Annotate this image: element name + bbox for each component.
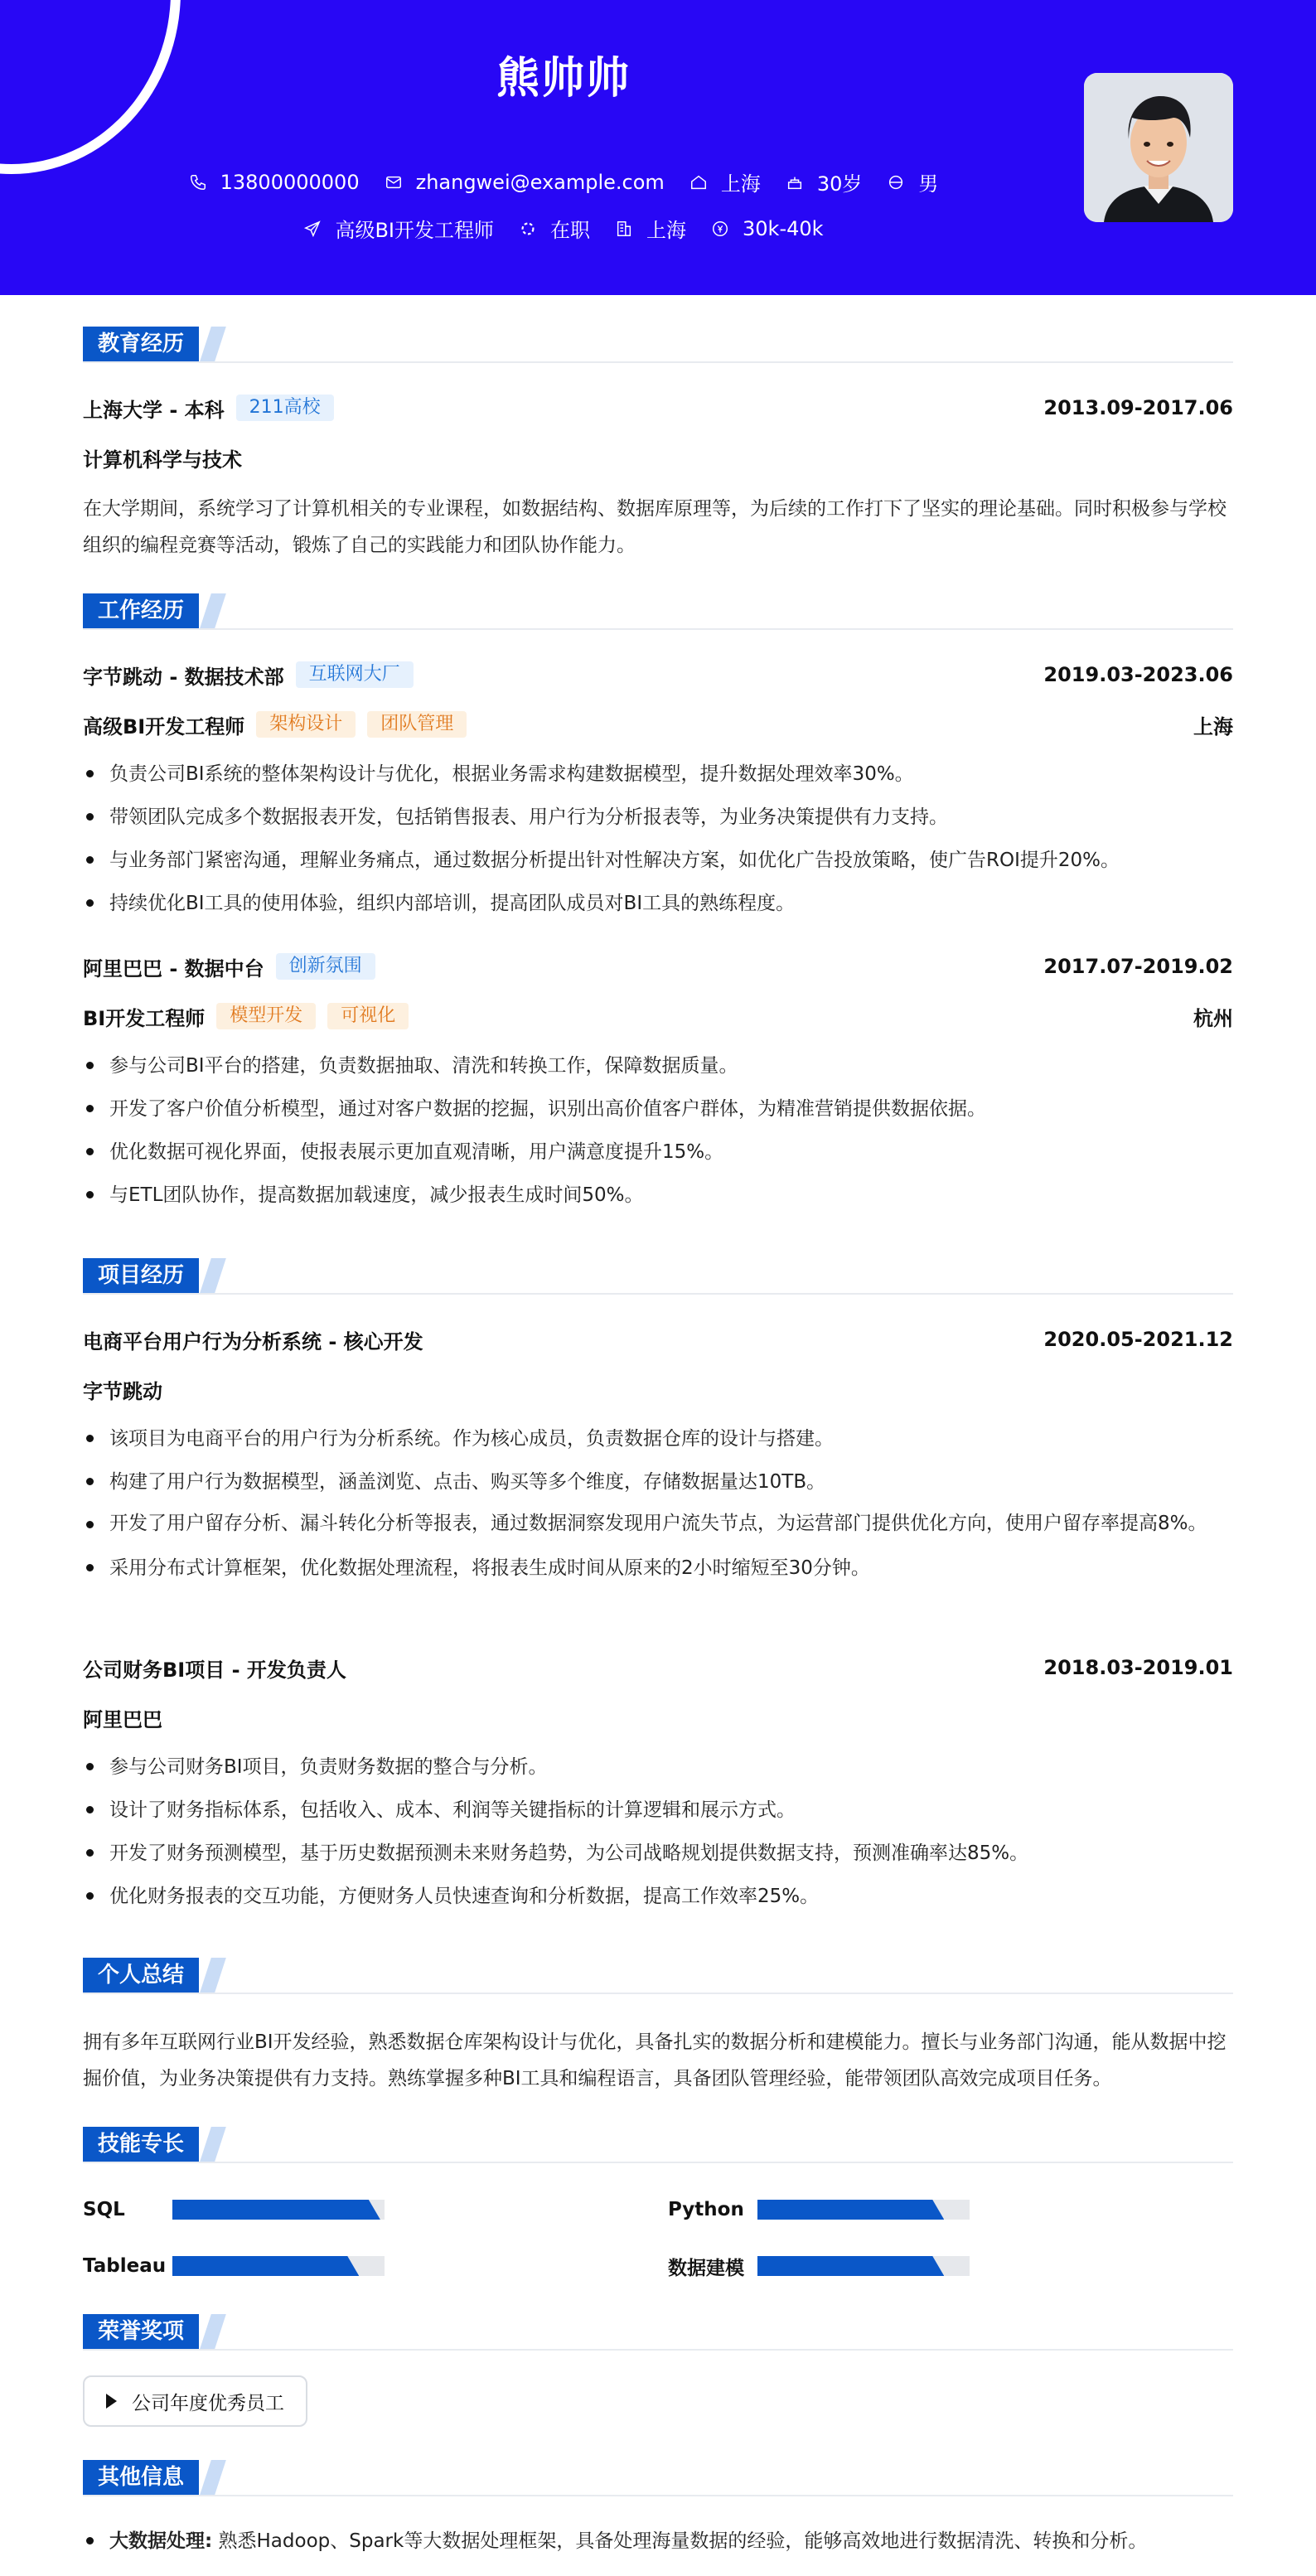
list-item: 与ETL团队协作，提高数据加载速度，减少报表生成时间50%。 bbox=[83, 1175, 1233, 1215]
section-divider bbox=[83, 2162, 1233, 2163]
section-divider bbox=[83, 1293, 1233, 1295]
project-name: 电商平台用户行为分析系统 - 核心开发 bbox=[83, 1329, 423, 1353]
phone-text: 13800000000 bbox=[220, 170, 360, 194]
other-section-header bbox=[83, 2460, 1233, 2496]
job-period: 2017.07-2019.02 bbox=[1043, 955, 1233, 978]
list-item: 构建了用户行为数据模型，涵盖浏览、点击、购买等多个维度，存储数据量达10TB。 bbox=[83, 1462, 1233, 1502]
status-text: 在职 bbox=[550, 219, 590, 242]
location-text: 上海 bbox=[720, 172, 761, 196]
summary-section-header bbox=[83, 1958, 1233, 1994]
skill-name: SQL bbox=[83, 2199, 125, 2220]
list-item: 与业务部门紧密沟通，理解业务痛点，通过数据分析提出针对性解决方案，如优化广告投放策略，使广告ROI提升20%。 bbox=[83, 840, 1233, 880]
job-header-row bbox=[83, 660, 1233, 690]
project-name: 公司财务BI项目 - 开发负责人 bbox=[83, 1658, 346, 1682]
age-icon bbox=[786, 173, 804, 191]
section-title: 荣誉奖项 bbox=[83, 2314, 199, 2349]
job-position-row bbox=[83, 709, 1233, 739]
gender-icon bbox=[887, 173, 905, 191]
list-item: 参与公司财务BI项目，负责财务数据的整合与分析。 bbox=[83, 1747, 1233, 1787]
project-bullet-list bbox=[83, 1419, 1233, 1591]
status-item bbox=[519, 214, 590, 243]
tab-tail-decoration bbox=[200, 1258, 226, 1293]
other-info-text: 熟悉Hadoop、Spark等大数据处理框架，具备处理海量数据的经验，能够高效地进行数据清洗、转换和分析。 bbox=[218, 2530, 1148, 2552]
list-item: 优化数据可视化界面，使报表展示更加直观清晰，用户满意度提升15%。 bbox=[83, 1132, 1233, 1172]
tab-tail-decoration bbox=[200, 2127, 226, 2162]
project-org: 阿里巴巴 bbox=[83, 1707, 162, 1731]
home-icon bbox=[689, 173, 708, 191]
education-section-header bbox=[83, 327, 1233, 363]
play-icon bbox=[106, 2394, 117, 2409]
section-divider bbox=[83, 628, 1233, 630]
job-city: 上海 bbox=[1193, 714, 1233, 738]
list-item: 优化财务报表的交互功能，方便财务人员快速查询和分析数据，提高工作效率25%。 bbox=[83, 1876, 1233, 1916]
skill-level-fill bbox=[757, 2256, 944, 2276]
list-item: 开发了客户价值分析模型，通过对客户数据的挖掘，识别出高价值客户群体，为精准营销提供数据依据。 bbox=[83, 1089, 1233, 1129]
section-title: 技能专长 bbox=[83, 2127, 199, 2162]
skill-tag: 可视化 bbox=[327, 1003, 409, 1029]
phone-item bbox=[189, 171, 360, 194]
project-period: 2020.05-2021.12 bbox=[1043, 1328, 1233, 1351]
target-position-item bbox=[303, 214, 494, 243]
job-bullet-list bbox=[83, 754, 1233, 927]
target-position-text: 高级BI开发工程师 bbox=[335, 219, 494, 242]
skill-level-bar bbox=[172, 2200, 385, 2220]
salary-text: 30k-40k bbox=[743, 216, 824, 240]
list-item: 采用分布式计算框架，优化数据处理流程，将报表生成时间从原来的2小时缩短至30分钟。 bbox=[83, 1548, 1233, 1588]
skill-level-bar bbox=[757, 2200, 970, 2220]
avatar bbox=[1084, 73, 1233, 222]
building-icon bbox=[615, 220, 633, 238]
location-item bbox=[689, 167, 761, 196]
skill-level-bar bbox=[757, 2256, 970, 2276]
school-tag: 211高校 bbox=[236, 395, 334, 421]
skill-level-fill bbox=[172, 2256, 359, 2276]
education-row bbox=[83, 393, 1233, 423]
skill-level-bar bbox=[172, 2256, 385, 2276]
skill-tag: 架构设计 bbox=[256, 711, 356, 738]
gender-text: 男 bbox=[918, 172, 939, 196]
section-title: 其他信息 bbox=[83, 2460, 199, 2495]
section-title: 教育经历 bbox=[83, 327, 199, 361]
honors-section-header bbox=[83, 2314, 1233, 2351]
project-header-row bbox=[83, 1653, 1233, 1683]
section-title: 工作经历 bbox=[83, 593, 199, 628]
projects-section-header bbox=[83, 1258, 1233, 1295]
work-section-header bbox=[83, 593, 1233, 630]
company-tag: 创新氛围 bbox=[276, 953, 375, 980]
email-text: zhangwei@example.com bbox=[415, 170, 665, 194]
company-name: 字节跳动 - 数据技术部 bbox=[83, 665, 284, 689]
list-item: 负责公司BI系统的整体架构设计与优化，根据业务需求构建数据模型，提升数据处理效率30%。 bbox=[83, 754, 1233, 794]
job-period: 2019.03-2023.06 bbox=[1043, 663, 1233, 686]
major-name: 计算机科学与技术 bbox=[83, 448, 242, 472]
work-city-item bbox=[615, 214, 686, 243]
section-divider bbox=[83, 1993, 1233, 1994]
job-info-row bbox=[0, 214, 1127, 243]
tab-tail-decoration bbox=[200, 327, 226, 361]
job-position: BI开发工程师 bbox=[83, 1006, 206, 1030]
skill-tag: 模型开发 bbox=[216, 1003, 316, 1029]
skill-item bbox=[668, 2251, 970, 2281]
job-position-row bbox=[83, 1001, 1233, 1031]
award-chip bbox=[83, 2375, 307, 2427]
list-item: 参与公司BI平台的搭建，负责数据抽取、清洗和转换工作，保障数据质量。 bbox=[83, 1046, 1233, 1086]
skills-section-header bbox=[83, 2127, 1233, 2163]
summary-text: 拥有多年互联网行业BI开发经验，熟悉数据仓库架构设计与优化，具备扎实的数据分析和建模能力。擅长与业务部门沟通，能从数据中挖掘价值，为业务决策提供有力支持。熟练掌握多种BI工具和编程语言，具备团队管理经验，能带领团队高效完成项目任务。 bbox=[83, 2031, 1226, 2089]
other-info-list bbox=[83, 2521, 1233, 2564]
skill-item bbox=[83, 2195, 385, 2225]
job-bullet-list bbox=[83, 1046, 1233, 1218]
gender-item bbox=[887, 167, 938, 196]
list-item: 持续优化BI工具的使用体验，组织内部培训，提高团队成员对BI工具的熟练程度。 bbox=[83, 884, 1233, 923]
section-title: 个人总结 bbox=[83, 1958, 199, 1993]
skill-tag: 团队管理 bbox=[367, 711, 467, 738]
education-description: 在大学期间，系统学习了计算机相关的专业课程，如数据结构、数据库原理等，为后续的工作打下了坚实的理论基础。同时积极参与学校组织的编程竞赛等活动，锻炼了自己的实践能力和团队协作能力。 bbox=[83, 498, 1226, 556]
skill-level-fill bbox=[757, 2200, 944, 2220]
skill-name: Python bbox=[668, 2199, 744, 2220]
resume-header bbox=[0, 0, 1316, 295]
skill-level-fill bbox=[172, 2200, 380, 2220]
project-header-row bbox=[83, 1324, 1233, 1354]
age-item bbox=[786, 167, 863, 196]
contact-info-row bbox=[0, 167, 1127, 196]
list-item bbox=[83, 2521, 1233, 2561]
salary-icon bbox=[711, 220, 729, 238]
candidate-name: 熊帅帅 bbox=[496, 54, 631, 104]
skill-item bbox=[83, 2251, 385, 2281]
company-tag: 互联网大厂 bbox=[296, 661, 414, 688]
status-icon bbox=[519, 220, 537, 238]
list-item: 开发了用户留存分析、漏斗转化分析等报表，通过数据洞察发现用户流失节点，为运营部门提供优化方向，使用户留存率提高8%。 bbox=[83, 1505, 1233, 1542]
major-row bbox=[83, 443, 1233, 472]
list-item: 该项目为电商平台的用户行为分析系统。作为核心成员，负责数据仓库的设计与搭建。 bbox=[83, 1419, 1233, 1459]
project-org-row bbox=[83, 1374, 1233, 1404]
section-divider bbox=[83, 2495, 1233, 2496]
work-city-text: 上海 bbox=[646, 219, 686, 242]
award-name: 公司年度优秀员工 bbox=[132, 2392, 284, 2414]
tab-tail-decoration bbox=[200, 2314, 226, 2349]
project-org-row bbox=[83, 1702, 1233, 1732]
skill-name: Tableau bbox=[83, 2255, 167, 2277]
send-icon bbox=[303, 220, 322, 238]
email-item bbox=[385, 171, 665, 194]
tab-tail-decoration bbox=[200, 593, 226, 628]
section-divider bbox=[83, 361, 1233, 363]
section-divider bbox=[83, 2349, 1233, 2351]
company-name: 阿里巴巴 - 数据中台 bbox=[83, 956, 264, 981]
job-position: 高级BI开发工程师 bbox=[83, 714, 245, 738]
other-info-label: 大数据处理: bbox=[109, 2530, 213, 2552]
mail-icon bbox=[385, 173, 403, 191]
job-header-row bbox=[83, 951, 1233, 981]
list-item: 带领团队完成多个数据报表开发，包括销售报表、用户行为分析报表等，为业务决策提供有力支持。 bbox=[83, 797, 1233, 837]
salary-item bbox=[711, 217, 824, 240]
tab-tail-decoration bbox=[200, 1958, 226, 1993]
list-item: 设计了财务指标体系，包括收入、成本、利润等关键指标的计算逻辑和展示方式。 bbox=[83, 1790, 1233, 1830]
list-item: 开发了财务预测模型，基于历史数据预测未来财务趋势，为公司战略规划提供数据支持，预测准确率达85%。 bbox=[83, 1833, 1233, 1873]
project-bullet-list bbox=[83, 1747, 1233, 1920]
project-period: 2018.03-2019.01 bbox=[1043, 1656, 1233, 1679]
phone-icon bbox=[189, 173, 207, 191]
tab-tail-decoration bbox=[200, 2460, 226, 2495]
skill-item bbox=[668, 2195, 970, 2225]
age-text: 30岁 bbox=[816, 172, 863, 196]
school-name: 上海大学 - 本科 bbox=[83, 398, 225, 422]
job-city: 杭州 bbox=[1193, 1006, 1233, 1030]
skill-name: 数据建模 bbox=[668, 2257, 744, 2279]
project-org: 字节跳动 bbox=[83, 1379, 162, 1403]
education-period: 2013.09-2017.06 bbox=[1043, 396, 1233, 419]
section-title: 项目经历 bbox=[83, 1258, 199, 1293]
